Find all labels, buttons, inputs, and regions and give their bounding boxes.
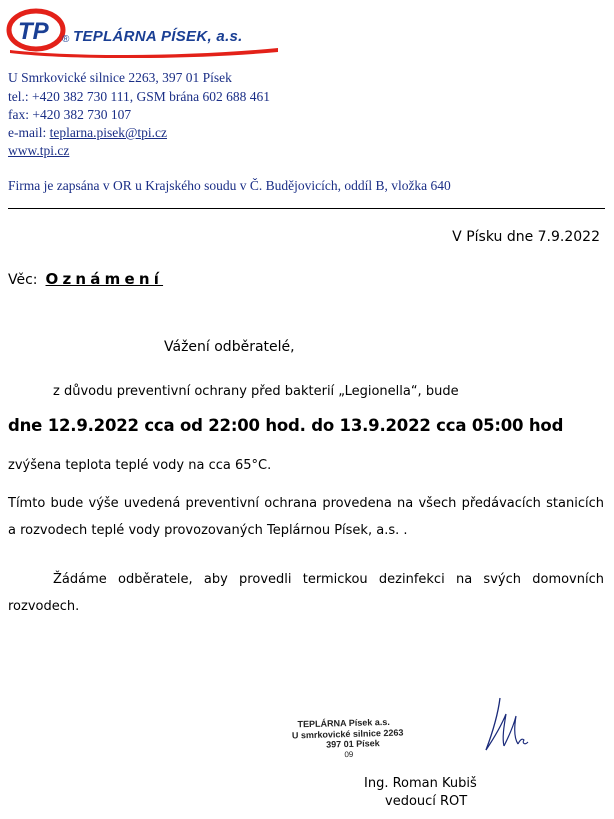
company-stamp	[291, 717, 404, 762]
signatory-name: Ing. Roman Kubiš	[364, 776, 477, 791]
signatory-role: vedoucí ROT	[385, 794, 468, 809]
paragraph-temperature: zvýšena teplota teplé vody na cca 65°C.	[8, 458, 272, 473]
subject-line	[8, 270, 163, 288]
greeting: Vážení odběratelé,	[164, 339, 295, 355]
subject-title: Oznámení	[45, 270, 164, 288]
email-link[interactable]: teplarna.pisek@tpi.cz	[49, 125, 167, 140]
period-bold: dne 12.9.2022 cca od 22:00 hod. do 13.9.2022 cca 05:00 hod	[8, 416, 564, 435]
company-fax: fax: +420 382 730 107	[8, 107, 132, 122]
paragraph-scope: Tímto bude výše uvedená preventivní ochrana provedena na všech předávacích stanicích a rozvodech teplé vody provozovaných Teplárnou Písek, a.s. .	[8, 496, 604, 538]
stamp-line-2: U smrkovické silnice 2263	[291, 727, 404, 740]
logo-letters: TP	[18, 18, 49, 45]
header-divider	[8, 208, 605, 209]
company-phone: tel.: +420 382 730 111, GSM brána 602 688 461	[8, 89, 270, 104]
registry-note: Firma je zapsána v OR u Krajského soudu v Č. Budějovicích, oddíl B, vložka 640	[8, 178, 451, 193]
company-address: U Smrkovické silnice 2263, 397 01 Písek	[8, 70, 232, 85]
company-name: TEPLÁRNA PÍSEK, a.s.	[73, 28, 243, 45]
web-link[interactable]: www.tpi.cz	[8, 143, 70, 158]
paragraph-reason: z důvodu preventivní ochrany před bakterií „Legionella“, bude	[53, 384, 459, 399]
logo-swoosh	[8, 44, 280, 58]
letter-date: V Písku dne 7.9.2022	[452, 229, 600, 245]
company-web-line	[8, 142, 69, 161]
stamp-line-3: 397 01 Písek	[326, 738, 380, 750]
stamp-line-1: TEPLÁRNA Písek a.s.	[297, 716, 390, 730]
handwritten-signature	[480, 694, 532, 754]
email-label: e-mail:	[8, 125, 50, 140]
stamp-line-4: 09	[344, 749, 354, 759]
company-email-line	[8, 124, 167, 143]
paragraph-request: Žádáme odběratele, aby provedli termickou dezinfekci na svých domovních rozvodech.	[8, 572, 604, 614]
subject-label: Věc:	[8, 272, 38, 288]
registered-mark: ®	[62, 34, 70, 45]
